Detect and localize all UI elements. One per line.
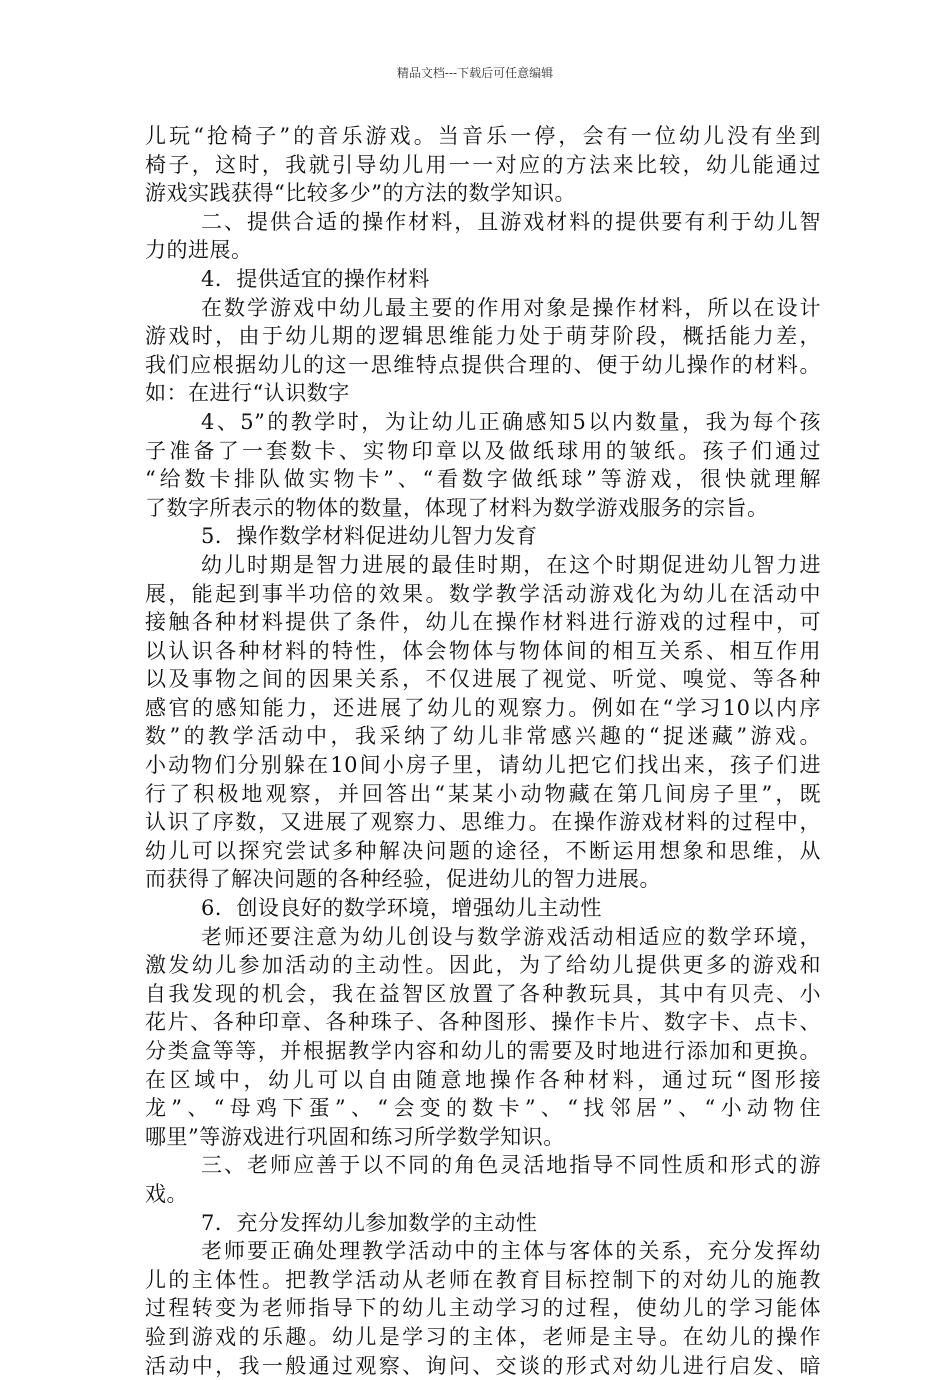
text-line: 感官的感知能力，还进展了幼儿的观察力。例如在“学习10以内序 [145,695,821,720]
text-line: 在区域中，幼儿可以自由随意地操作各种材料，通过玩“图形接 [145,1067,821,1092]
text-line: 哪里”等游戏进行巩固和练习所学数学知识。 [145,1124,565,1149]
text-line: 幼儿时期是智力进展的最佳时期，在这个时期促进幼儿智力进 [201,552,821,577]
text-line: 力的进展。 [145,238,253,263]
page-header: 精品文档---下载后可任意编辑 [396,66,554,80]
text-line: 认识了序数，又进展了观察力、思维力。在操作游戏材料的过程中， [145,810,821,835]
text-line: 在数学游戏中幼儿最主要的作用对象是操作材料，所以在设计 [201,295,821,320]
text-line: 自我发现的机会，我在益智区放置了各种教玩具，其中有贝壳、小 [145,981,821,1006]
text-line: 三、老师应善于以不同的角色灵活地指导不同性质和形式的游 [201,1153,821,1178]
text-line: 如：在进行“认识数字 [145,381,350,406]
text-line: 子准备了一套数卡、实物印章以及做纸球用的皱纸。孩子们通过 [145,438,821,463]
text-line: 过程转变为老师指导下的幼儿主动学习的过程，使幼儿的学习能体 [145,1296,821,1321]
text-line: 龙”、“母鸡下蛋”、“会变的数卡”、“找邻居”、“小动物住 [145,1096,821,1121]
text-line: 验到游戏的乐趣。幼儿是学习的主体，老师是主导。在幼儿的操作 [145,1324,821,1349]
text-line: 花片、各种印章、各种珠子、各种图形、操作卡片、数字卡、点卡、 [145,1010,821,1035]
text-line: “给数卡排队做实物卡”、“看数字做纸球”等游戏，很快就理解 [145,467,821,492]
text-line: 4、5”的教学时，为让幼儿正确感知5以内数量，我为每个孩 [201,409,821,434]
text-line: 7．充分发挥幼儿参加数学的主动性 [201,1210,538,1235]
text-line: 激发幼儿参加活动的主动性。因此，为了给幼儿提供更多的游戏和 [145,953,821,978]
text-line: 接触各种材料提供了条件，幼儿在操作材料进行游戏的过程中，可 [145,610,821,635]
text-line: 5．操作数学材料促进幼儿智力发育 [201,524,538,549]
text-line: 戏。 [145,1181,188,1206]
text-line: 了数字所表示的物体的数量，体现了材料为数学游戏服务的宗旨。 [145,495,769,520]
text-line: 老师还要注意为幼儿创设与数学游戏活动相适应的数学环境， [201,924,821,949]
text-line: 分类盒等等，并根据教学内容和幼儿的需要及时地进行添加和更换。 [145,1039,821,1063]
text-line: 数”的教学活动中，我采纳了幼儿非常感兴趣的“捉迷藏”游戏。 [145,724,821,749]
text-line: 小动物们分别躲在10间小房子里，请幼儿把它们找出来，孩子们进 [145,753,821,778]
document-body [145,122,821,1380]
text-line: 以及事物之间的因果关系，不仅进展了视觉、听觉、嗅觉、等各种 [145,667,821,692]
text-line: 儿的主体性。把教学活动从老师在教育目标控制下的对幼儿的施教 [145,1267,821,1292]
text-line: 行了积极地观察，并回答出“某某小动物藏在第几间房子里”，既 [145,781,821,806]
text-line: 活动中，我一般通过观察、询问、交谈的形式对幼儿进行启发、暗 [145,1353,821,1378]
text-line: 展，能起到事半功倍的效果。数学教学活动游戏化为幼儿在活动中 [145,581,821,606]
text-line: 二、提供合适的操作材料，且游戏材料的提供要有利于幼儿智 [201,209,821,234]
text-line: 椅子，这时，我就引导幼儿用一一对应的方法来比较，幼儿能通过 [145,152,821,177]
text-line: 以认识各种材料的特性，体会物体与物体间的相互关系、相互作用 [145,638,821,663]
text-line: 幼儿可以探究尝试多种解决问题的途径，不断运用想象和思维，从 [145,838,821,863]
text-line: 老师要正确处理教学活动中的主体与客体的关系，充分发挥幼 [201,1239,821,1264]
text-line: 游戏时，由于幼儿期的逻辑思维能力处于萌芽阶段，概括能力差， [145,324,821,349]
text-line: 我们应根据幼儿的这一思维特点提供合理的、便于幼儿操作的材料。 [145,352,821,377]
text-line: 游戏实践获得“比较多少”的方法的数学知识。 [145,181,576,206]
text-line: 6．创设良好的数学环境，增强幼儿主动性 [201,896,602,921]
text-line: 4．提供适宜的操作材料 [201,266,430,291]
text-line: 儿玩“抢椅子”的音乐游戏。当音乐一停，会有一位幼儿没有坐到 [145,124,821,148]
text-line: 而获得了解决问题的各种经验，促进幼儿的智力进展。 [145,867,661,892]
